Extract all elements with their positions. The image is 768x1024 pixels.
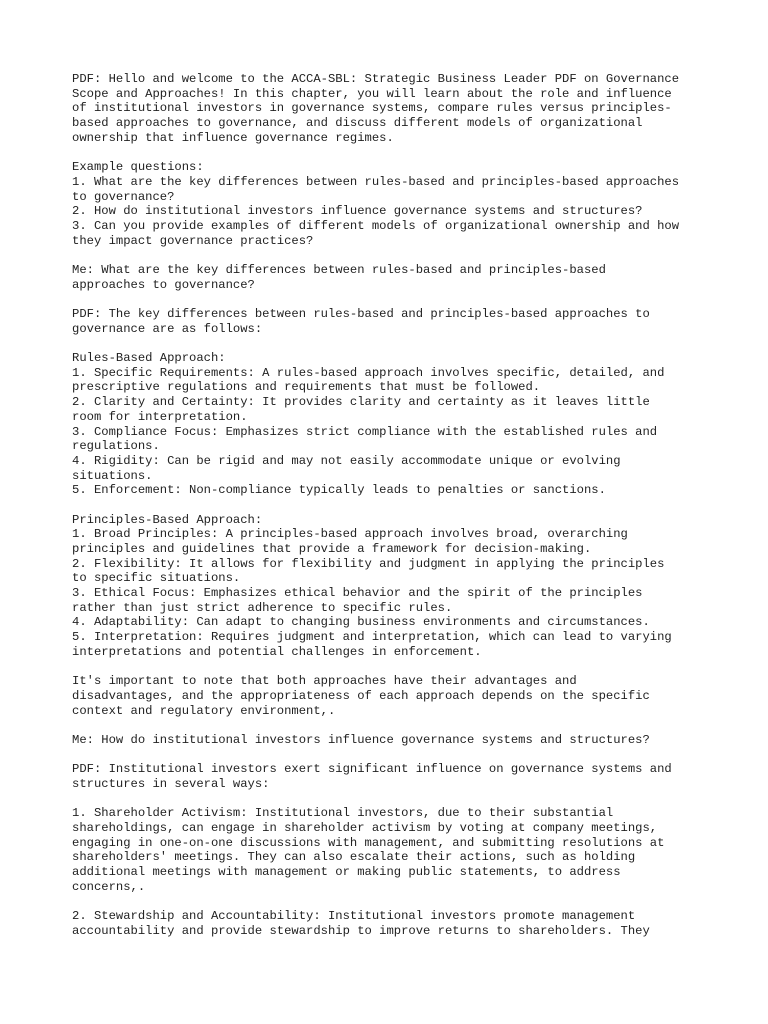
text-line: 1. Shareholder Activism: Institutional investors, due to their substantial [72,806,614,821]
text-line: 1. Broad Principles: A principles-based approach involves broad, overarching [72,527,628,542]
text-line: Me: How do institutional investors influence governance systems and structures? [72,732,650,747]
text-line: 3. Compliance Focus: Emphasizes strict compliance with the established rules and [72,424,658,439]
text-line: 1. What are the key differences between rules-based and principles-based approaches [72,174,680,189]
blank-line [72,660,732,675]
text-line: situations. [72,468,153,483]
text-line: disadvantages, and the appropriateness of each approach depends on the specific [72,688,650,703]
text-line: ownership that influence governance regimes. [72,130,394,145]
text-line: principles and guidelines that provide a framework for decision-making. [72,542,592,556]
text-line: Rules-Based Approach: [72,351,226,366]
text-line: shareholders' meetings. They can also escalate their actions, such as holding [72,850,636,865]
text-line: regulations. [72,439,160,454]
text-line: 3. Can you provide examples of different models of organizational ownership and how [72,218,680,233]
text-line: It's important to note that both approaches have their advantages and [72,674,577,689]
document-text [72,72,732,939]
blank-line [72,336,732,351]
text-line: they impact governance practices? [72,233,314,248]
text-line: Principles-Based Approach: [72,512,263,527]
text-line: PDF: Hello and welcome to the ACCA-SBL: Strategic Business Leader PDF on Governance [72,72,680,86]
text-line: based approaches to governance, and discuss different models of organizational [72,116,643,131]
text-line: structures in several ways: [72,777,270,791]
text-line: accountability and provide stewardship to improve returns to shareholders. They [72,923,650,938]
text-line: 2. How do institutional investors influence governance systems and structures? [72,204,643,219]
text-line: room for interpretation. [72,409,248,424]
text-line: Me: What are the key differences between rules-based and principles-based [72,262,606,277]
text-line: 3. Ethical Focus: Emphasizes ethical behavior and the spirit of the principles [72,586,643,601]
blank-line [72,748,732,763]
text-line: engaging in one-on-one discussions with management, and submitting resolutions at [72,835,665,850]
blank-line [72,292,732,307]
text-line: to governance? [72,189,175,204]
text-line: 2. Clarity and Certainty: It provides clarity and certainty as it leaves little [72,395,650,410]
text-line: concerns,. [72,879,146,894]
blank-line [72,895,732,910]
text-line: 2. Flexibility: It allows for flexibility and judgment in applying the principles [72,556,665,571]
blank-line [72,498,732,513]
text-line: interpretations and potential challenges in enforcement. [72,644,482,659]
text-line: PDF: Institutional investors exert significant influence on governance systems and [72,762,672,777]
text-line: PDF: The key differences between rules-based and principles-based approaches to [72,307,650,321]
blank-line [72,248,732,263]
text-line: shareholdings, can engage in shareholder activism by voting at company meetings, [72,821,658,836]
text-line: approaches to governance? [72,277,255,292]
blank-line [72,792,732,807]
text-line: 4. Adaptability: Can adapt to changing business environments and circumstances. [72,615,650,630]
text-line: of institutional investors in governance systems, compare rules versus principles- [72,101,672,116]
text-line: 5. Enforcement: Non-compliance typically leads to penalties or sanctions. [72,483,606,498]
text-line: to specific situations. [72,571,241,586]
blank-line [72,145,732,160]
text-line: Scope and Approaches! In this chapter, you will learn about the role and influence [72,86,672,101]
text-line: governance are as follows: [72,321,263,336]
text-line: context and regulatory environment,. [72,703,336,718]
text-line: rather than just strict adherence to specific rules. [72,600,453,615]
text-line: Example questions: [72,160,204,175]
text-line: 1. Specific Requirements: A rules-based approach involves specific, detailed, and [72,365,665,380]
text-line: prescriptive regulations and requirements that must be followed. [72,380,541,395]
text-line: 5. Interpretation: Requires judgment and interpretation, which can lead to varying [72,630,672,645]
text-line: additional meetings with management or making public statements, to address [72,865,621,880]
blank-line [72,718,732,733]
text-line: 2. Stewardship and Accountability: Institutional investors promote management [72,909,636,924]
text-line: 4. Rigidity: Can be rigid and may not easily accommodate unique or evolving [72,453,621,468]
